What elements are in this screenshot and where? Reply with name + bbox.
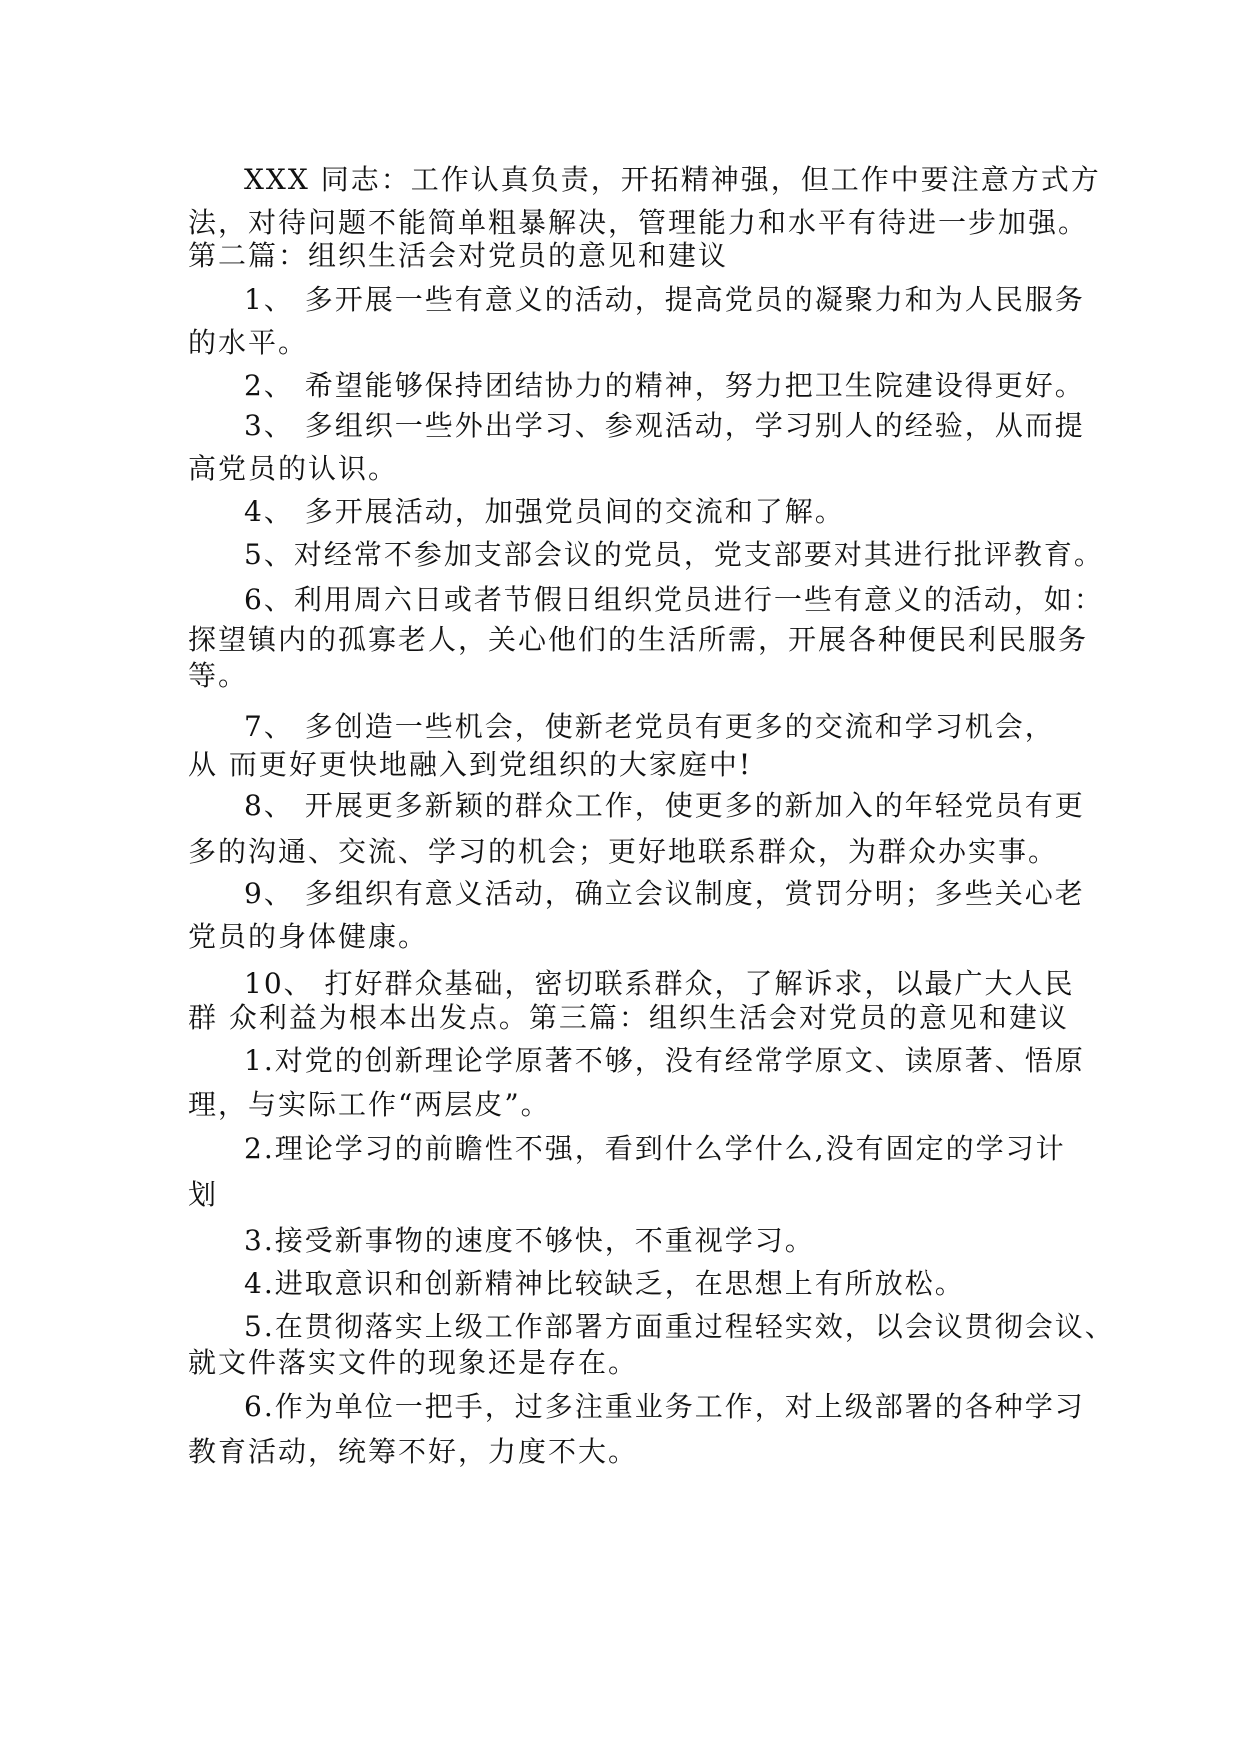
text-line: 1.对党的创新理论学原著不够，没有经常学原文、读原著、悟原 xyxy=(244,1044,1085,1077)
text-line: 6.作为单位一把手，过多注重业务工作，对上级部署的各种学习 xyxy=(244,1390,1085,1423)
section-heading: 第二篇：组织生活会对党员的意见和建议 xyxy=(188,239,729,272)
text-line: 8、 开展更多新颖的群众工作，使更多的新加入的年轻党员有更 xyxy=(244,789,1085,822)
text-line: 4.进取意识和创新精神比较缺乏，在思想上有所放松。 xyxy=(244,1267,965,1300)
text-line: 群 众利益为根本出发点。第三篇：组织生活会对党员的意见和建议 xyxy=(188,1001,1069,1034)
text-line: 2、 希望能够保持团结协力的精神，努力把卫生院建设得更好。 xyxy=(244,369,1085,402)
text-line: 多的沟通、交流、学习的机会；更好地联系群众，为群众办实事。 xyxy=(188,835,1059,868)
text-line: 1、 多开展一些有意义的活动，提高党员的凝聚力和为人民服务 xyxy=(244,283,1085,316)
text-line: 6、利用周六日或者节假日组织党员进行一些有意义的活动，如： xyxy=(244,583,1104,616)
text-line: XXX 同志：工作认真负责，开拓精神强，但工作中要注意方式方 xyxy=(244,163,1101,196)
text-line: 党员的身体健康。 xyxy=(188,920,429,953)
text-line: 就文件落实文件的现象还是存在。 xyxy=(188,1346,639,1379)
text-line: 教育活动，统筹不好，力度不大。 xyxy=(188,1435,639,1468)
text-line: 9、 多组织有意义活动，确立会议制度，赏罚分明；多些关心老 xyxy=(244,877,1085,910)
text-line: 4、 多开展活动，加强党员间的交流和了解。 xyxy=(244,495,845,528)
text-line: 5.在贯彻落实上级工作部署方面重过程轻实效，以会议贯彻会议、 xyxy=(244,1310,1115,1343)
text-line: 理，与实际工作“两层皮”。 xyxy=(188,1088,551,1121)
text-line: 2.理论学习的前瞻性不强，看到什么学什么,没有固定的学习计 xyxy=(244,1132,1066,1165)
text-line: 5、对经常不参加支部会议的党员，党支部要对其进行批评教育。 xyxy=(244,538,1104,571)
text-line: 高党员的认识。 xyxy=(188,452,399,485)
text-line: 3、 多组织一些外出学习、参观活动，学习别人的经验，从而提 xyxy=(244,409,1085,442)
text-line: 法，对待问题不能简单粗暴解决，管理能力和水平有待进一步加强。 xyxy=(188,206,1089,239)
text-line: 7、 多创造一些机会，使新老党员有更多的交流和学习机会， xyxy=(244,710,1055,743)
text-line: 探望镇内的孤寡老人，关心他们的生活所需，开展各种便民利民服务 xyxy=(188,623,1089,656)
text-line: 10、 打好群众基础，密切联系群众，了解诉求，以最广大人民 xyxy=(244,967,1075,1000)
text-line: 3.接受新事物的速度不够快，不重视学习。 xyxy=(244,1224,815,1257)
text-line: 从 而更好更快地融入到党组织的大家庭中! xyxy=(188,748,753,781)
text-line: 划 xyxy=(188,1178,219,1211)
text-line: 等。 xyxy=(188,659,249,692)
text-line: 的水平。 xyxy=(188,326,309,359)
